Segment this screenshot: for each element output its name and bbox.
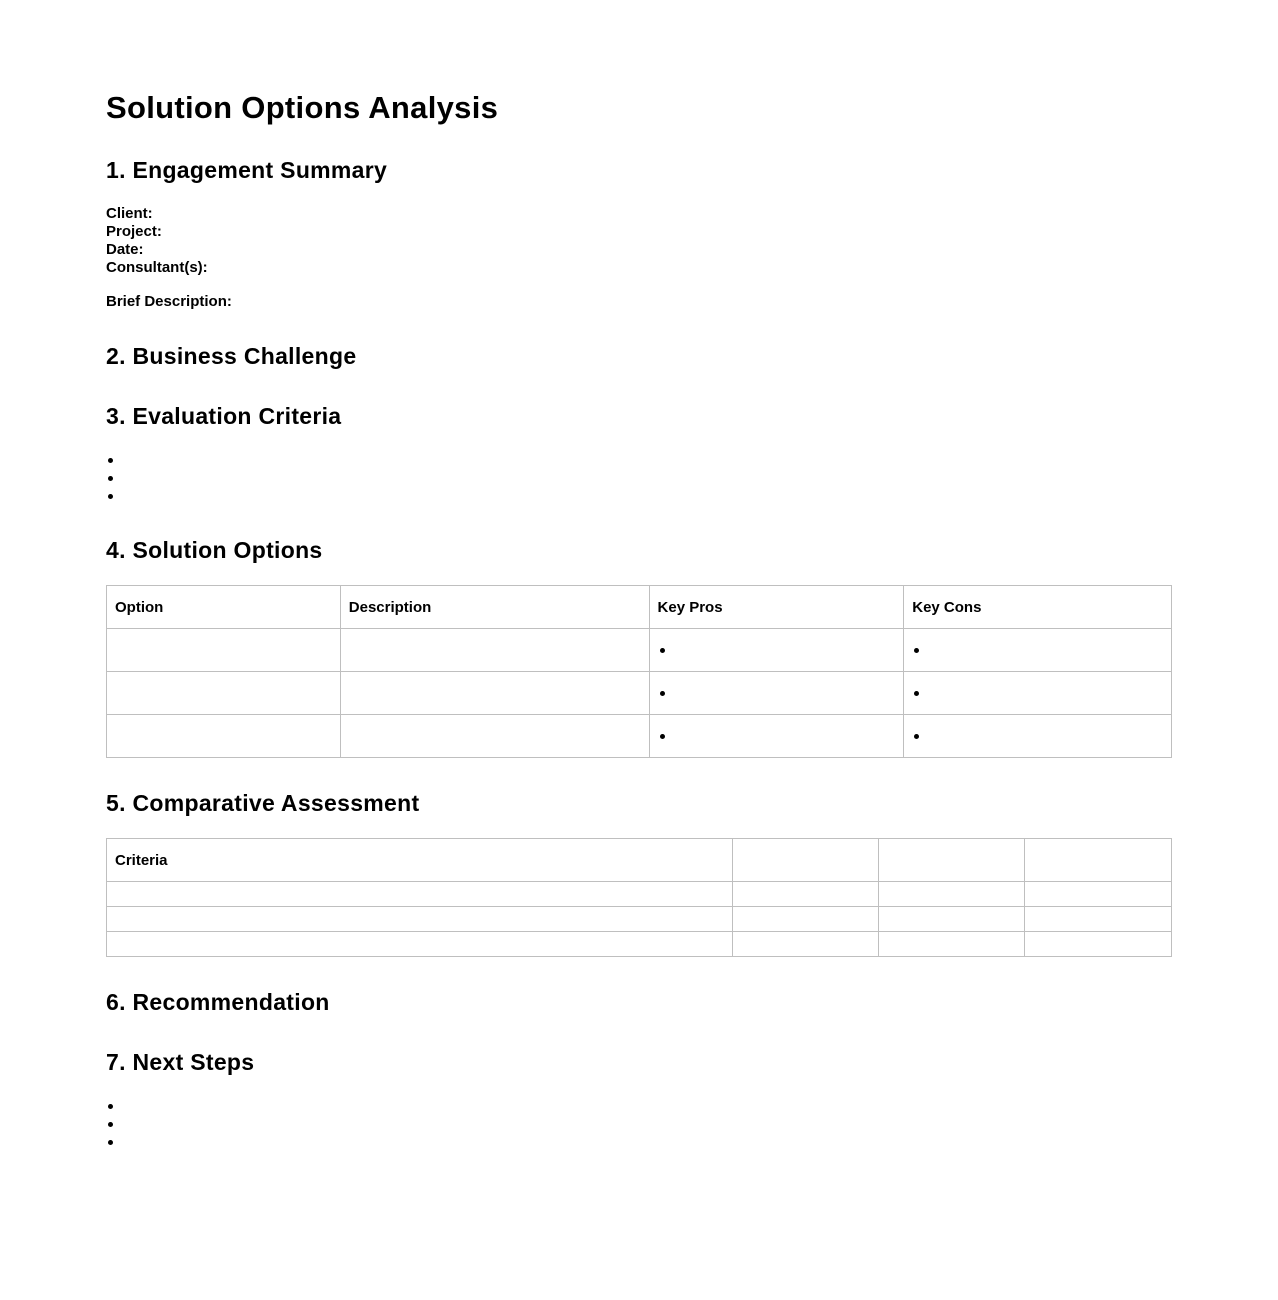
column-header-description: Description xyxy=(340,586,649,629)
table-row xyxy=(107,672,1172,715)
description-cell xyxy=(340,715,649,758)
bullet-icon xyxy=(660,691,665,696)
list-item xyxy=(106,469,113,487)
score-cell xyxy=(1025,882,1172,907)
list-item xyxy=(106,1097,113,1115)
score-cell xyxy=(1025,932,1172,957)
key-pros-cell xyxy=(649,672,904,715)
evaluation-criteria-list xyxy=(106,451,113,505)
column-header-option-3 xyxy=(1025,839,1172,882)
section-heading-next-steps: 7. Next Steps xyxy=(106,1049,255,1075)
criteria-cell xyxy=(107,882,733,907)
bullet-icon xyxy=(914,691,919,696)
bullet-icon xyxy=(108,1122,113,1127)
section-heading-engagement-summary: 1. Engagement Summary xyxy=(106,157,388,183)
column-header-key-cons: Key Cons xyxy=(904,586,1172,629)
next-steps-list xyxy=(106,1097,113,1151)
bullet-icon xyxy=(914,648,919,653)
solution-options-table xyxy=(106,585,1172,758)
section-heading-solution-options: 4. Solution Options xyxy=(106,537,323,563)
description-cell xyxy=(340,629,649,672)
score-cell xyxy=(733,882,879,907)
key-cons-cell xyxy=(904,672,1172,715)
date-label: Date: xyxy=(106,241,144,258)
list-item xyxy=(106,451,113,469)
bullet-icon xyxy=(914,734,919,739)
table-row xyxy=(107,882,1172,907)
column-header-option: Option xyxy=(107,586,341,629)
section-heading-evaluation-criteria: 3. Evaluation Criteria xyxy=(106,403,342,429)
project-label: Project: xyxy=(106,223,162,240)
section-heading-recommendation: 6. Recommendation xyxy=(106,989,330,1015)
document-title: Solution Options Analysis xyxy=(106,90,499,125)
list-item xyxy=(106,487,113,505)
table-row xyxy=(107,715,1172,758)
column-header-key-pros: Key Pros xyxy=(649,586,904,629)
score-cell xyxy=(1025,907,1172,932)
score-cell xyxy=(733,932,879,957)
key-pros-cell xyxy=(649,629,904,672)
section-heading-business-challenge: 2. Business Challenge xyxy=(106,343,357,369)
bullet-icon xyxy=(660,648,665,653)
key-cons-cell xyxy=(904,715,1172,758)
comparative-assessment-table xyxy=(106,838,1172,957)
table-row xyxy=(107,629,1172,672)
list-item xyxy=(106,1115,113,1133)
list-item xyxy=(106,1133,113,1151)
option-cell xyxy=(107,672,341,715)
score-cell xyxy=(733,907,879,932)
criteria-cell xyxy=(107,907,733,932)
table-header-row xyxy=(107,586,1172,629)
description-cell xyxy=(340,672,649,715)
bullet-icon xyxy=(108,1104,113,1109)
bullet-icon xyxy=(108,1140,113,1145)
brief-description-label: Brief Description: xyxy=(106,293,232,310)
client-label: Client: xyxy=(106,205,153,222)
key-cons-cell xyxy=(904,629,1172,672)
criteria-cell xyxy=(107,932,733,957)
bullet-icon xyxy=(108,458,113,463)
column-header-option-2 xyxy=(879,839,1025,882)
table-row xyxy=(107,932,1172,957)
option-cell xyxy=(107,715,341,758)
score-cell xyxy=(879,882,1025,907)
section-heading-comparative-assessment: 5. Comparative Assessment xyxy=(106,790,420,816)
column-header-option-1 xyxy=(733,839,879,882)
bullet-icon xyxy=(660,734,665,739)
column-header-criteria: Criteria xyxy=(107,839,733,882)
score-cell xyxy=(879,907,1025,932)
key-pros-cell xyxy=(649,715,904,758)
score-cell xyxy=(879,932,1025,957)
table-header-row xyxy=(107,839,1172,882)
table-row xyxy=(107,907,1172,932)
option-cell xyxy=(107,629,341,672)
bullet-icon xyxy=(108,494,113,499)
bullet-icon xyxy=(108,476,113,481)
consultants-label: Consultant(s): xyxy=(106,259,208,276)
